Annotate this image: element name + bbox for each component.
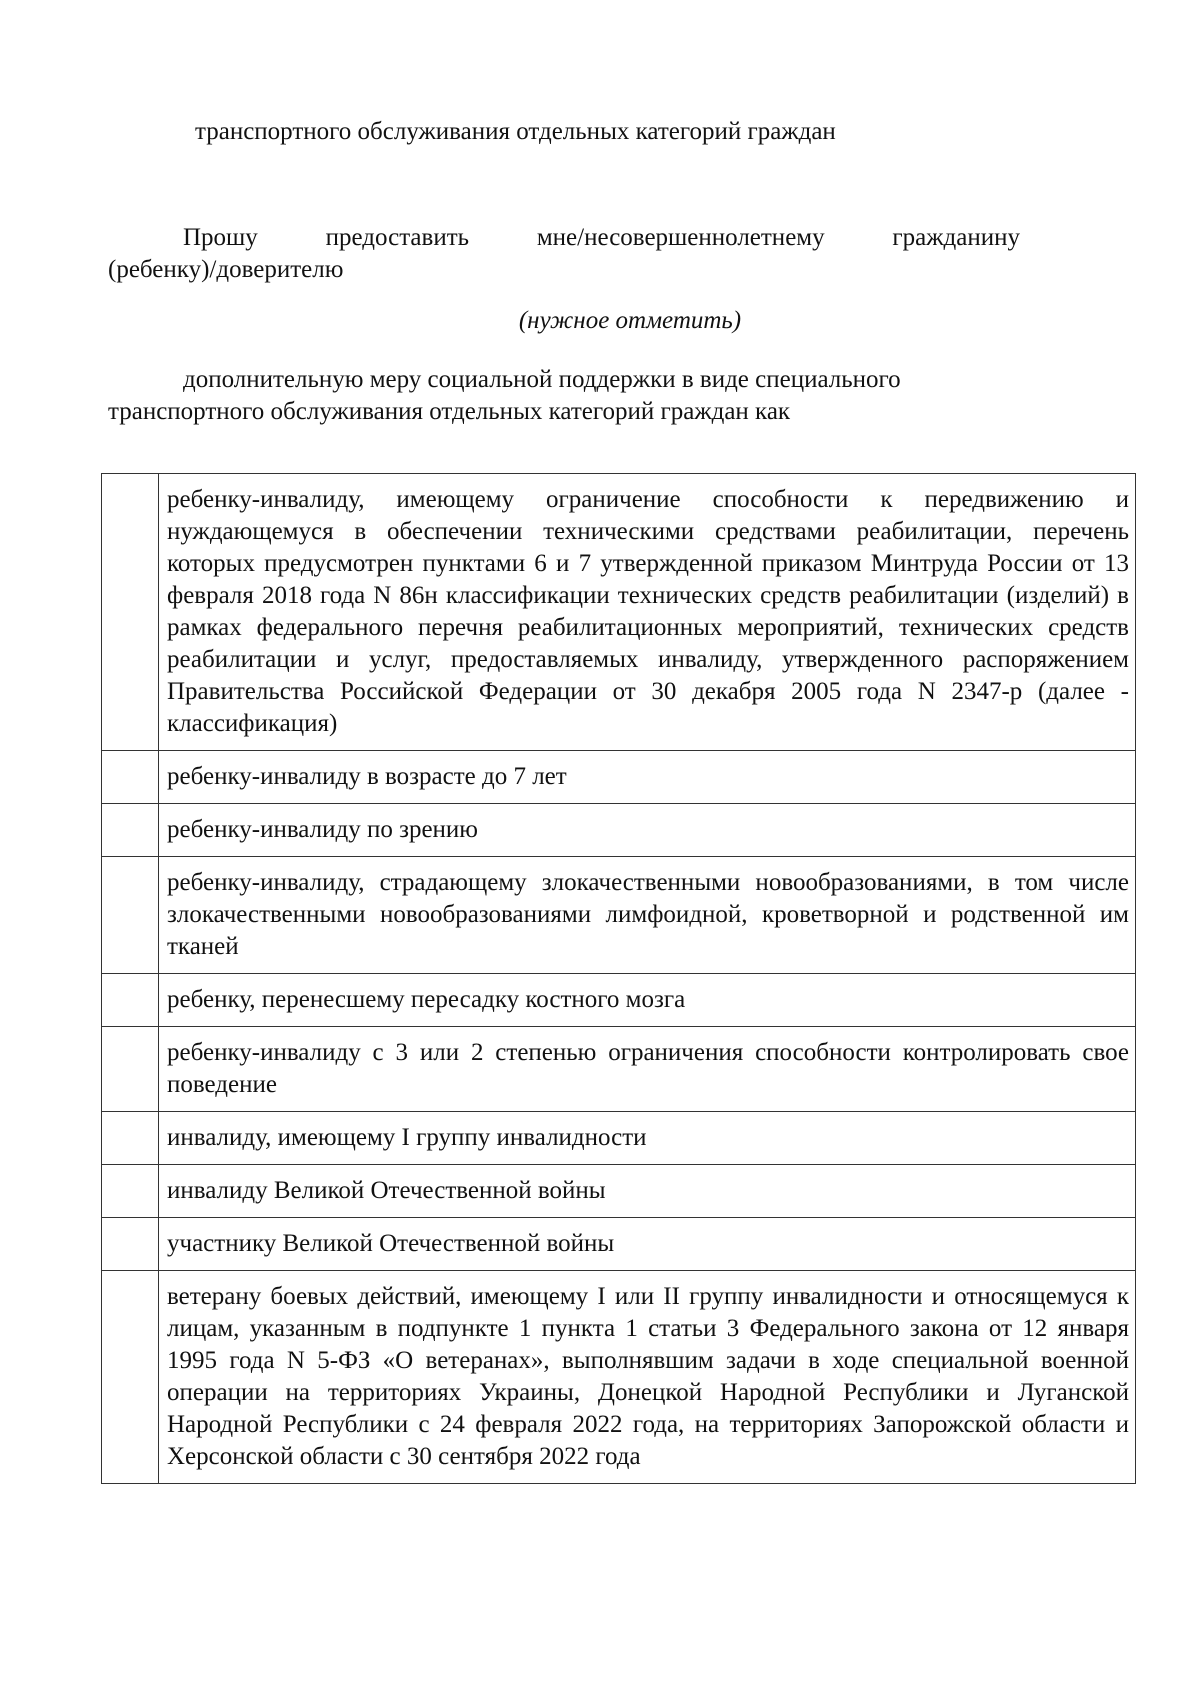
mark-needed-note: (нужное отметить) [518, 307, 742, 334]
option-text: ребенку, перенесшему пересадку костного мозга [159, 974, 1136, 1027]
option-checkbox-cell[interactable] [102, 1027, 159, 1112]
option-checkbox-cell[interactable] [102, 474, 159, 751]
option-checkbox-cell[interactable] [102, 974, 159, 1027]
request-paragraph [108, 222, 1020, 286]
option-text: ребенку-инвалиду с 3 или 2 степенью ограничения способности контролировать свое поведение [159, 1027, 1136, 1112]
measure-line-2: транспортного обслуживания отдельных категорий граждан как [108, 398, 791, 425]
option-text: инвалиду, имеющему I группу инвалидности [159, 1112, 1136, 1165]
measure-paragraph [108, 364, 1020, 428]
option-checkbox-cell[interactable] [102, 804, 159, 857]
option-row [102, 804, 1136, 857]
request-line-2: (ребенку)/доверителю [108, 256, 344, 283]
option-checkbox-cell[interactable] [102, 751, 159, 804]
title-continuation: транспортного обслуживания отдельных категорий граждан [195, 118, 836, 145]
option-row [102, 1165, 1136, 1218]
option-checkbox-cell[interactable] [102, 1271, 159, 1484]
option-row [102, 974, 1136, 1027]
option-text: инвалиду Великой Отечественной войны [159, 1165, 1136, 1218]
option-row [102, 1112, 1136, 1165]
option-text: ветерану боевых действий, имеющему I или II группу инвалидности и относящемуся к лицам, указанным в подпункте 1 пункта 1 статьи 3 Федерального закона от 12 января 1995 года N 5-ФЗ «О ветеранах», выполнявшим задачи в ходе специальной военной операции на территориях Украины, Донецкой Народной Республики и Луганской Народной Республики с 24 февраля 2022 года, на территориях Запорожской области и Херсонской области с 30 сентября 2022 года [159, 1271, 1136, 1484]
option-checkbox-cell[interactable] [102, 1218, 159, 1271]
option-row [102, 1027, 1136, 1112]
option-row [102, 474, 1136, 751]
option-checkbox-cell[interactable] [102, 1112, 159, 1165]
option-row [102, 1218, 1136, 1271]
request-line-1: Прошу предоставить мне/несовершеннолетнему гражданину [183, 224, 1020, 251]
option-row [102, 857, 1136, 974]
option-text: ребенку-инвалиду в возрасте до 7 лет [159, 751, 1136, 804]
category-options-table [101, 473, 1136, 1484]
option-text: ребенку-инвалиду, страдающему злокачественными новообразованиями, в том числе злокачественными новообразованиями лимфоидной, кроветворной и родственной им тканей [159, 857, 1136, 974]
option-row [102, 1271, 1136, 1484]
option-text: участнику Великой Отечественной войны [159, 1218, 1136, 1271]
option-checkbox-cell[interactable] [102, 857, 159, 974]
option-text: ребенку-инвалиду по зрению [159, 804, 1136, 857]
option-checkbox-cell[interactable] [102, 1165, 159, 1218]
measure-line-1: дополнительную меру социальной поддержки в виде специального [183, 366, 901, 393]
option-text: ребенку-инвалиду, имеющему ограничение способности к передвижению и нуждающемуся в обеспечении техническими средствами реабилитации, перечень которых предусмотрен пунктами 6 и 7 утвержденной приказом Минтруда России от 13 февраля 2018 года N 86н классификации технических средств реабилитации (изделий) в рамках федерального перечня реабилитационных мероприятий, технических средств реабилитации и услуг, предоставляемых инвалиду, утвержденного распоряжением Правительства Российской Федерации от 30 декабря 2005 года N 2347-р (далее - классификация) [159, 474, 1136, 751]
option-row [102, 751, 1136, 804]
